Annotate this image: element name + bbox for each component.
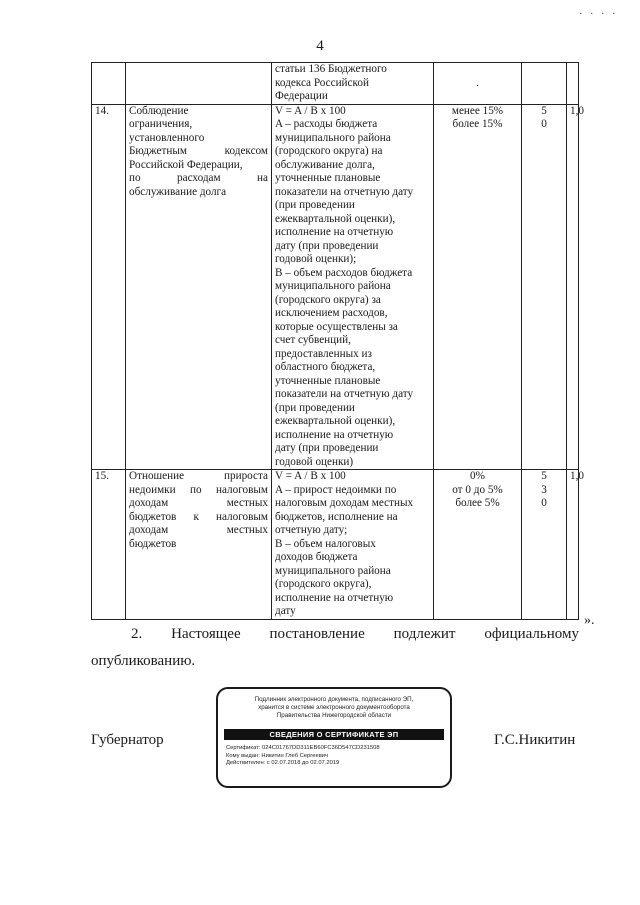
page-number: 4 (316, 38, 324, 54)
closing-quote: ». (584, 613, 595, 628)
criterion-name: Отношение прироста недоимки по налоговым доходам местных бюджетов к налоговым доходам местных бюджетов (126, 470, 272, 620)
paragraph-2-line-2: опубликованию. (91, 653, 196, 669)
weight-cell: 1,0 (567, 470, 579, 620)
stamp-validity: Действителен: с 02.07.2018 до 02.07.2019 (226, 760, 340, 766)
score-cell: 5 0 (522, 104, 567, 470)
governor-name: Г.С.Никитин (494, 732, 576, 748)
formula-cell: V = A / B x 100 A – расходы бюджета муниципального района (городского округа) на обслуживание долга, уточненные плановые показатели на отчетную дату (при проведении ежеквартальной оценки), исполнение на отчетную дату (при проведении годовой оценки); B – объем расходов бюджета муниципального района (городского округа) за исключением расходов, которые осуществлены за счет субвенций, предоставленных из областного бюджета, уточненные плановые показатели на отчетную дату (при проведении ежеквартальной оценки), исполнение на отчетную дату (при проведении годовой оценки) (272, 104, 434, 470)
stamp-header: Подлинник электронного документа, подписанного ЭП, хранится в системе электронного документооборота Правительства Нижегородской области (254, 696, 414, 719)
corner-marks: . . . . (579, 6, 618, 17)
value-cell: менее 15% более 15% (434, 104, 522, 470)
score-cell: 5 3 0 (522, 470, 567, 620)
criterion-name: Соблюдение ограничения, установленного Бюджетным кодексом Российской Федерации, по расходам на обслуживание долга (126, 104, 272, 470)
table-row-continuation (92, 63, 579, 105)
criteria-table (91, 62, 584, 620)
value-cell: . (434, 63, 522, 105)
weight-cell: 1,0 (567, 104, 579, 470)
value-cell: 0% от 0 до 5% более 5% (434, 470, 522, 620)
formula-cell: V = A / B x 100 A – прирост недоимки по налоговым доходам местных бюджетов, исполнение на отчетную дату; B – объем налоговых доходов бюджета муниципального района (городского округа), исполнение на отчетную дату (272, 470, 434, 620)
digital-signature-stamp (216, 687, 452, 788)
stamp-band-title: СВЕДЕНИЯ О СЕРТИФИКАТЕ ЭП (224, 729, 444, 740)
stamp-certificate: Сертификат: 024C01767DD311EB60FC36D547CD231508 (226, 745, 380, 751)
row-number: 14. (92, 104, 126, 470)
governor-label: Губернатор (91, 732, 164, 748)
stamp-details (218, 745, 450, 768)
table-row-15 (92, 470, 579, 620)
table-row-14 (92, 104, 579, 470)
stamp-issued-to: Кому выдан: Никитин Глеб Сергеевич (226, 752, 329, 759)
formula-cell: статьи 136 Бюджетного кодекса Российской Федерации (272, 63, 434, 105)
row-number: 15. (92, 470, 126, 620)
paragraph-2-line-1: 2. Настоящее постановление подлежит официальному (131, 626, 579, 642)
